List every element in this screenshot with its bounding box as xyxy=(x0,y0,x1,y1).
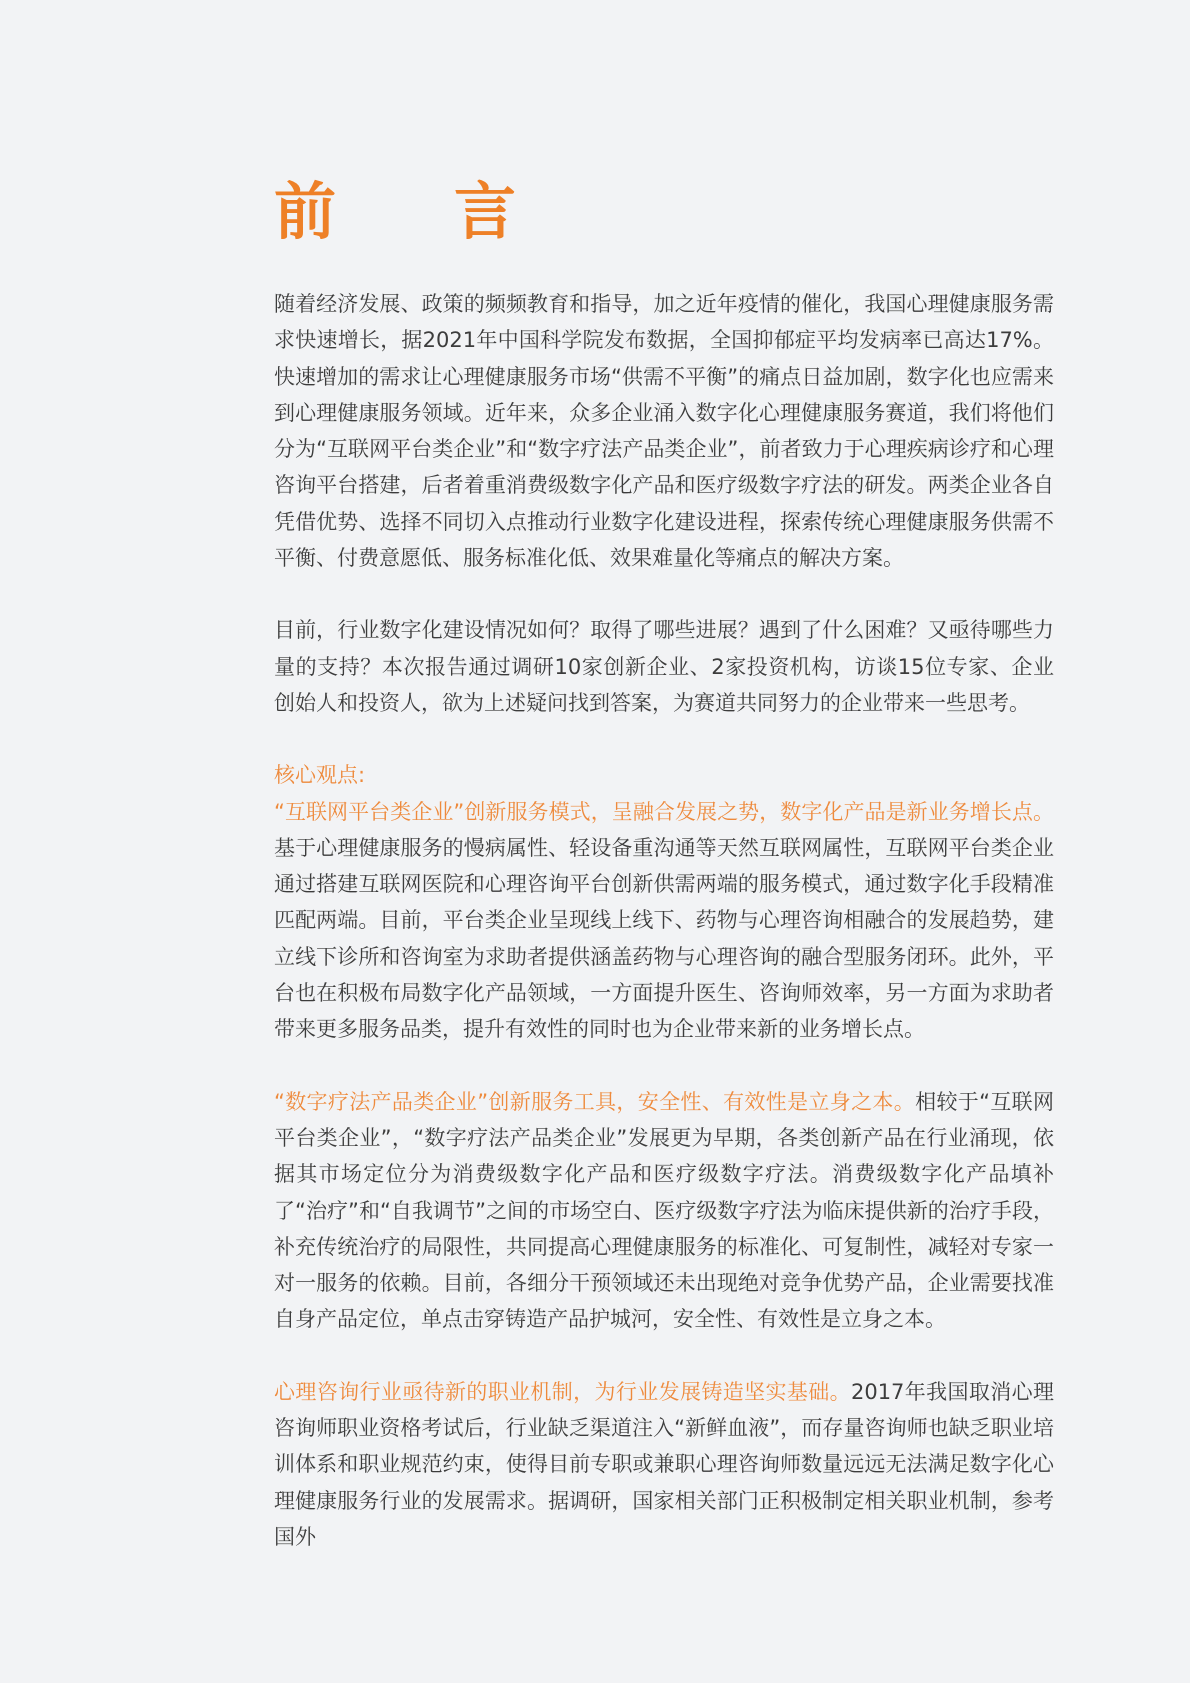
core-point-2-highlight: “数字疗法产品类企业”创新服务工具，安全性、有效性是立身之本。 xyxy=(274,1089,916,1114)
preface-page xyxy=(274,172,1054,1591)
core-point-1-body: 基于心理健康服务的慢病属性、轻设备重沟通等天然互联网属性，互联网平台类企业通过搭建互联网医院和心理咨询平台创新供需两端的服务模式，通过数字化手段精准匹配两端。目前，平台类企业呈现线上线下、药物与心理咨询相融合的发展趋势，建立线下诊所和咨询室为求助者提供涵盖药物与心理咨询的融合型服务闭环。此外，平台也在积极布局数字化产品领域，一方面提升医生、咨询师效率，另一方面为求助者带来更多服务品类，提升有效性的同时也为企业带来新的业务增长点。 xyxy=(274,835,1054,1042)
intro-paragraph-2: 目前，行业数字化建设情况如何？取得了哪些进展？遇到了什么困难？又亟待哪些力量的支持？本次报告通过调研10家创新企业、2家投资机构，访谈15位专家、企业创始人和投资人，欲为上述疑问找到答案，为赛道共同努力的企业带来一些思考。 xyxy=(274,618,1054,715)
intro-paragraph-1: 随着经济发展、政策的频频教育和指导，加之近年疫情的催化，我国心理健康服务需求快速增长，据2021年中国科学院发布数据，全国抑郁症平均发病率已高达17%。快速增加的需求让心理健康服务市场“供需不平衡”的痛点日益加剧，数字化也应需来到心理健康服务领域。近年来，众多企业涌入数字化心理健康服务赛道，我们将他们分为“互联网平台类企业”和“数字疗法产品类企业”，前者致力于心理疾病诊疗和心理咨询平台搭建，后者着重消费级数字化产品和医疗级数字疗法的研发。两类企业各自凭借优势、选择不同切入点推动行业数字化建设进程，探索传统心理健康服务供需不平衡、付费意愿低、服务标准化低、效果难量化等痛点的解决方案。 xyxy=(274,292,1054,571)
core-point-3 xyxy=(274,1374,1054,1555)
core-point-1 xyxy=(274,794,1054,1048)
core-points-label: 核心观点: xyxy=(274,763,366,788)
core-point-3-body: 2017年我国取消心理咨询师职业资格考试后，行业缺乏渠道注入“新鲜血液”，而存量咨询师也缺乏职业培训体系和职业规范约束，使得目前专职或兼职心理咨询师数量远远无法满足数字化心理健康服务行业的发展需求。据调研，国家相关部门正积极制定相关职业机制，参考国外 xyxy=(274,1379,1054,1549)
core-point-2-body: 相较于“互联网平台类企业”，“数字疗法产品类企业”发展更为早期，各类创新产品在行业涌现，依据其市场定位分为消费级数字化产品和医疗级数字疗法。消费级数字化产品填补了“治疗”和“自我调节”之间的市场空白、医疗级数字疗法为临床提供新的治疗手段，补充传统治疗的局限性，共同提高心理健康服务的标准化、可复制性，减轻对专家一对一服务的依赖。目前，各细分干预领域还未出现绝对竞争优势产品，企业需要找准自身产品定位，单点击穿铸造产品护城河，安全性、有效性是立身之本。 xyxy=(274,1089,1054,1332)
page-title: 前 言 xyxy=(274,175,545,248)
core-point-3-highlight: 心理咨询行业亟待新的职业机制，为行业发展铸造坚实基础。 xyxy=(274,1379,851,1404)
core-point-2 xyxy=(274,1084,1054,1338)
core-point-1-highlight: “互联网平台类企业”创新服务模式，呈融合发展之势，数字化产品是新业务增长点。 xyxy=(274,799,1054,824)
